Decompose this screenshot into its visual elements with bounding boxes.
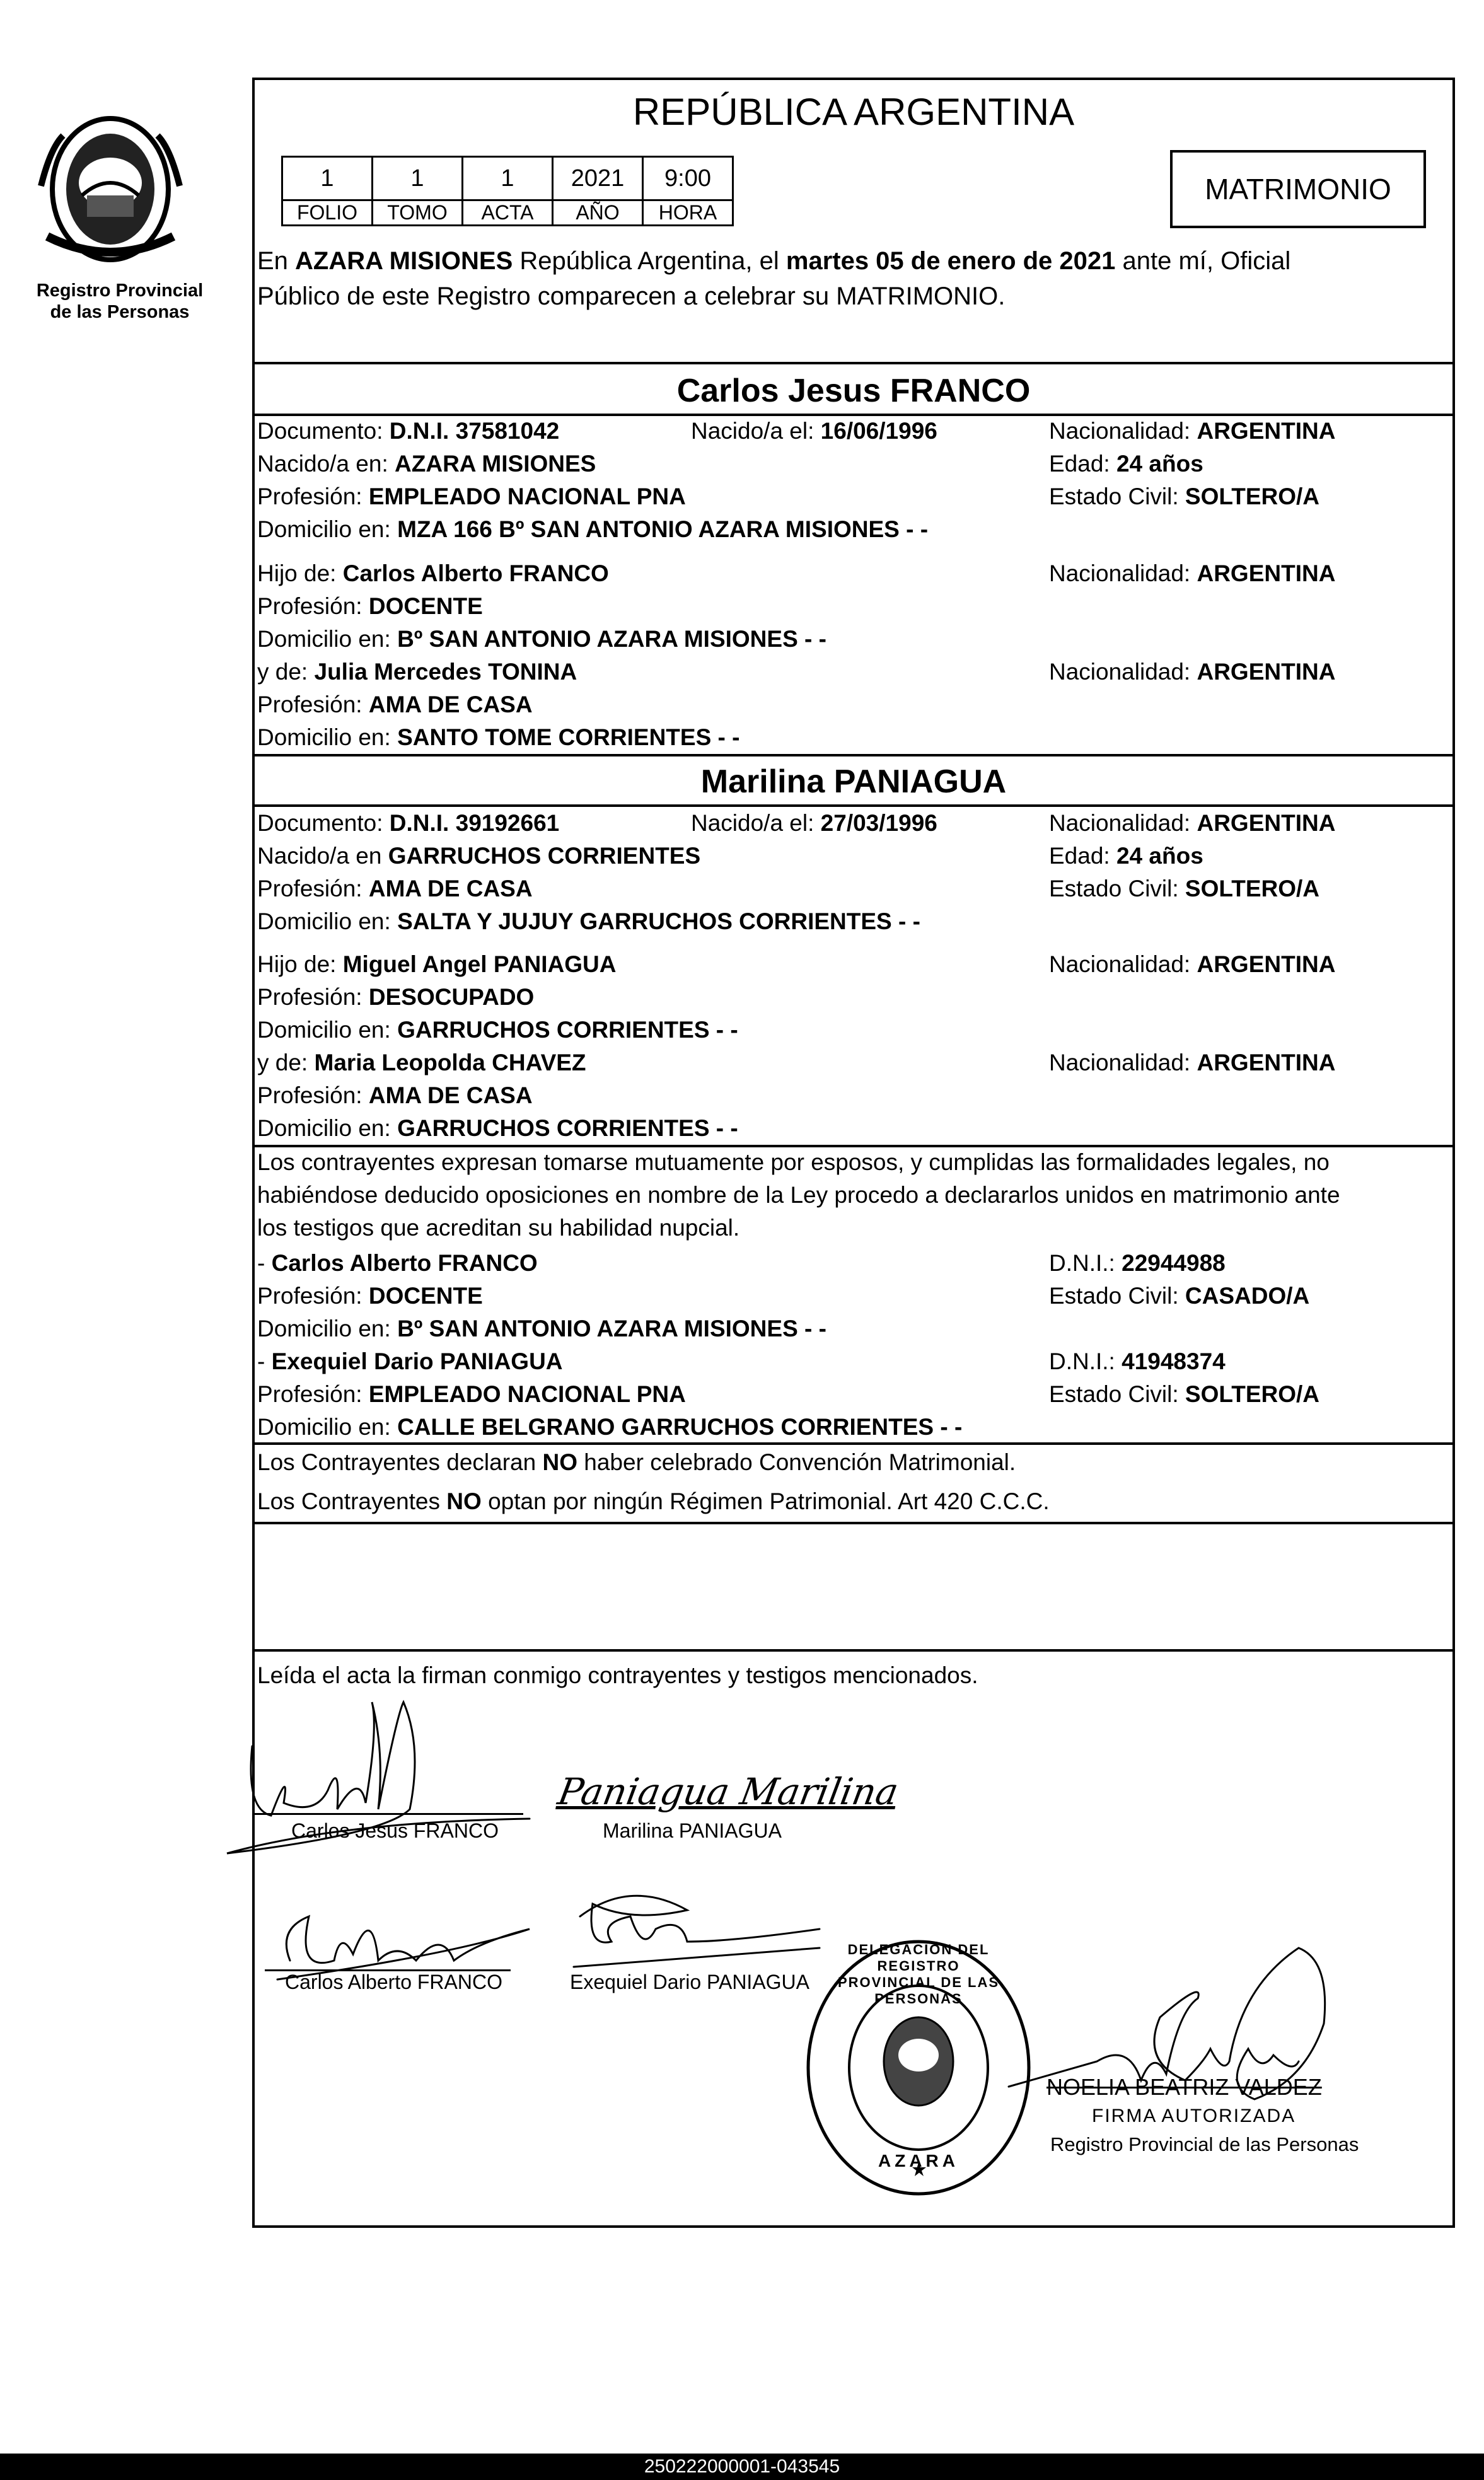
groom-addr xyxy=(257,514,1455,545)
value: Julia Mercedes TONINA xyxy=(314,659,577,685)
value: 24 años xyxy=(1116,843,1203,869)
witness2-signature-label: Exequiel Dario PANIAGUA xyxy=(570,1971,809,1993)
label: y de: xyxy=(257,1050,315,1075)
label: D.N.I.: xyxy=(1049,1250,1122,1276)
groom-mother-nat xyxy=(1049,657,1335,687)
value: D.N.I. 39192661 xyxy=(389,810,560,836)
label: Estado Civil: xyxy=(1049,876,1185,901)
value: Bº SAN ANTONIO AZARA MISIONES - - xyxy=(397,1316,826,1341)
label: Nacionalidad: xyxy=(1049,560,1197,586)
groom-birth xyxy=(691,416,937,446)
value: SOLTERO/A xyxy=(1185,876,1320,901)
official-name: NOELIA BEATRIZ VALDEZ xyxy=(1046,2074,1322,2100)
value: DESOCUPADO xyxy=(368,984,535,1010)
label: Documento: xyxy=(257,810,390,836)
label: Profesión: xyxy=(257,593,369,619)
bride-mother-nat xyxy=(1049,1048,1335,1078)
anio-value: 2021 xyxy=(553,157,643,200)
label: Edad: xyxy=(1049,451,1116,477)
label: Nacido/a el: xyxy=(691,418,821,444)
province-logo xyxy=(38,110,183,268)
bullet: - xyxy=(257,1250,272,1276)
witness-addr xyxy=(257,1314,1455,1344)
value: ARGENTINA xyxy=(1197,810,1336,836)
value: EMPLEADO NACIONAL PNA xyxy=(368,1381,686,1407)
official-role: FIRMA AUTORIZADA xyxy=(1092,2106,1296,2126)
folio-label: FOLIO xyxy=(282,200,373,226)
value: 16/06/1996 xyxy=(820,418,937,444)
value: CASADO/A xyxy=(1185,1283,1310,1309)
label: Nacionalidad: xyxy=(1049,951,1197,977)
declaration-line: los testigos que acreditan su habilidad nupcial. xyxy=(257,1215,740,1241)
bride-mother-prof xyxy=(257,1081,1455,1111)
tomo-label: TOMO xyxy=(373,200,463,226)
label: D.N.I.: xyxy=(1049,1348,1122,1374)
hora-value: 9:00 xyxy=(643,157,733,200)
groom-signature-label: Carlos Jesus FRANCO xyxy=(291,1819,499,1842)
country-title: REPÚBLICA ARGENTINA xyxy=(632,91,1075,133)
divider xyxy=(252,1442,1455,1445)
value: AMA DE CASA xyxy=(368,876,533,901)
intro-place: AZARA MISIONES xyxy=(295,247,513,275)
label: Domicilio en: xyxy=(257,1017,398,1043)
groom-name: Carlos Jesus FRANCO xyxy=(676,373,1031,409)
groom-father-prof xyxy=(257,591,1455,622)
intro-date: martes 05 de enero de 2021 xyxy=(785,247,1116,275)
label: Profesión: xyxy=(257,984,369,1010)
witness-name xyxy=(257,1248,1455,1278)
registry-line1: Registro Provincial xyxy=(36,281,204,301)
value: Carlos Alberto FRANCO xyxy=(342,560,609,586)
bride-civil xyxy=(1049,874,1319,904)
value: SOLTERO/A xyxy=(1185,484,1320,509)
emphasis: NO xyxy=(446,1488,482,1514)
label: y de: xyxy=(257,659,315,685)
regime-line xyxy=(257,1447,1455,1478)
anio-label: AÑO xyxy=(553,200,643,226)
bride-name: Marilina PANIAGUA xyxy=(700,763,1007,800)
signature-line xyxy=(252,1813,523,1815)
text: haber celebrado Convención Matrimonial. xyxy=(577,1449,1016,1475)
stamp-text: DELEGACIÓN DEL REGISTRO PROVINCIAL DE LAS PERSONAS xyxy=(837,1942,1000,2007)
witness-dni xyxy=(1049,1248,1226,1278)
groom-mother-prof xyxy=(257,690,1455,720)
value: Miguel Angel PANIAGUA xyxy=(342,951,617,977)
folio-value: 1 xyxy=(282,157,373,200)
label: Domicilio en: xyxy=(257,1316,398,1341)
label: Profesión: xyxy=(257,692,369,717)
value: Bº SAN ANTONIO AZARA MISIONES - - xyxy=(397,626,826,652)
value: ARGENTINA xyxy=(1197,560,1336,586)
bullet: - xyxy=(257,1348,272,1374)
divider xyxy=(252,754,1455,756)
hora-label: HORA xyxy=(643,200,733,226)
label: Estado Civil: xyxy=(1049,484,1185,509)
value: AZARA MISIONES xyxy=(395,451,596,477)
value: ARGENTINA xyxy=(1197,951,1336,977)
label: Profesión: xyxy=(257,1283,369,1309)
groom-civil xyxy=(1049,482,1319,512)
label: Domicilio en: xyxy=(257,724,398,750)
value: EMPLEADO NACIONAL PNA xyxy=(368,484,686,509)
closing-text: Leída el acta la firman conmigo contrayentes y testigos mencionados. xyxy=(257,1662,978,1688)
witness2-signature xyxy=(555,1879,832,1973)
text: Los Contrayentes declaran xyxy=(257,1449,543,1475)
value: DOCENTE xyxy=(368,1283,483,1309)
bride-nat xyxy=(1049,808,1335,838)
value: 27/03/1996 xyxy=(820,810,937,836)
bride-age xyxy=(1049,841,1203,871)
value: GARRUCHOS CORRIENTES - - xyxy=(397,1017,738,1043)
bride-addr xyxy=(257,907,1455,937)
groom-age xyxy=(1049,449,1203,479)
value: 22944988 xyxy=(1122,1250,1226,1276)
value: CALLE BELGRANO GARRUCHOS CORRIENTES - - xyxy=(397,1414,963,1440)
regime-line xyxy=(257,1486,1455,1517)
bride-born-in xyxy=(257,841,1455,871)
label: Nacionalidad: xyxy=(1049,418,1197,444)
bride-birth xyxy=(691,808,937,838)
act-type-box xyxy=(1170,150,1426,228)
intro-text: En xyxy=(257,247,296,275)
label: Documento: xyxy=(257,418,390,444)
witness-name xyxy=(257,1347,1455,1377)
bride-signature-label: Marilina PANIAGUA xyxy=(603,1819,782,1842)
acta-value: 1 xyxy=(463,157,553,200)
value: Maria Leopolda CHAVEZ xyxy=(314,1050,586,1075)
intro-text: ante mí, Oficial xyxy=(1115,247,1291,275)
label: Nacido/a en xyxy=(257,843,388,869)
registry-stamp xyxy=(802,1935,1035,2200)
label: Profesión: xyxy=(257,1381,369,1407)
act-type: MATRIMONIO xyxy=(1205,173,1391,206)
registry-label xyxy=(13,280,227,323)
bride-father-nat xyxy=(1049,949,1335,980)
emphasis: NO xyxy=(542,1449,577,1475)
value: DOCENTE xyxy=(368,593,483,619)
label: Nacionalidad: xyxy=(1049,659,1197,685)
intro-line2: Público de este Registro comparecen a celebrar su MATRIMONIO. xyxy=(257,282,1006,310)
value: SOLTERO/A xyxy=(1185,1381,1320,1407)
label: Nacido/a en: xyxy=(257,451,395,477)
label: Profesión: xyxy=(257,1082,369,1108)
divider xyxy=(252,1522,1455,1524)
label: Estado Civil: xyxy=(1049,1381,1185,1407)
label: Domicilio en: xyxy=(257,516,398,542)
label: Profesión: xyxy=(257,876,369,901)
text: Los Contrayentes xyxy=(257,1488,447,1514)
bride-father-addr xyxy=(257,1015,1455,1045)
registry-line2: de las Personas xyxy=(50,302,190,322)
groom-father-addr xyxy=(257,624,1455,654)
value: SALTA Y JUJUY GARRUCHOS CORRIENTES - - xyxy=(397,908,920,934)
bride-signature: Paniagua Marilina xyxy=(555,1770,902,1813)
groom-born-in xyxy=(257,449,1455,479)
value: D.N.I. 37581042 xyxy=(389,418,560,444)
groom-mother-addr xyxy=(257,722,1455,753)
label: Domicilio en: xyxy=(257,908,398,934)
label: Domicilio en: xyxy=(257,1115,398,1141)
label: Domicilio en: xyxy=(257,626,398,652)
value: ARGENTINA xyxy=(1197,659,1336,685)
label: Estado Civil: xyxy=(1049,1283,1185,1309)
label: Nacionalidad: xyxy=(1049,1050,1197,1075)
value: Carlos Alberto FRANCO xyxy=(271,1250,538,1276)
value: ARGENTINA xyxy=(1197,1050,1336,1075)
text: optan por ningún Régimen Patrimonial. Art 420 C.C.C. xyxy=(481,1488,1050,1514)
witness-civil xyxy=(1049,1281,1309,1311)
value: GARRUCHOS CORRIENTES xyxy=(388,843,701,869)
divider xyxy=(252,1649,1455,1652)
tomo-value: 1 xyxy=(373,157,463,200)
groom-nat xyxy=(1049,416,1335,446)
label: Domicilio en: xyxy=(257,1414,398,1440)
value: AMA DE CASA xyxy=(368,692,533,717)
witness-civil xyxy=(1049,1379,1319,1410)
label: Nacido/a el: xyxy=(691,810,821,836)
intro-line1 xyxy=(257,246,1455,276)
bride-father-prof xyxy=(257,982,1455,1012)
witness1-signature-label: Carlos Alberto FRANCO xyxy=(285,1971,502,1993)
divider xyxy=(252,804,1455,807)
value: GARRUCHOS CORRIENTES - - xyxy=(397,1115,738,1141)
official-registry: Registro Provincial de las Personas xyxy=(1050,2133,1359,2155)
document-code: 250222000001-043545 xyxy=(0,2454,1484,2480)
divider xyxy=(252,362,1455,364)
value: MZA 166 Bº SAN ANTONIO AZARA MISIONES - - xyxy=(397,516,929,542)
value: ARGENTINA xyxy=(1197,418,1336,444)
label: Edad: xyxy=(1049,843,1116,869)
value: AMA DE CASA xyxy=(368,1082,533,1108)
value: SANTO TOME CORRIENTES - - xyxy=(397,724,740,750)
stamp-place: AZARA xyxy=(878,2151,959,2170)
declaration-line: habiéndose deducido oposiciones en nombre de la Ley procedo a declararlos unidos en matrimonio ante xyxy=(257,1182,1340,1208)
value: 41948374 xyxy=(1122,1348,1226,1374)
acta-label: ACTA xyxy=(463,200,553,226)
groom-father-nat xyxy=(1049,559,1335,589)
value: 24 años xyxy=(1116,451,1203,477)
witness-addr xyxy=(257,1412,1455,1442)
label: Hijo de: xyxy=(257,560,343,586)
declaration-line: Los contrayentes expresan tomarse mutuamente por esposos, y cumplidas las formalidades legales, no xyxy=(257,1149,1330,1175)
record-number-table xyxy=(281,156,734,226)
label: Hijo de: xyxy=(257,951,343,977)
value: Exequiel Dario PANIAGUA xyxy=(271,1348,563,1374)
label: Nacionalidad: xyxy=(1049,810,1197,836)
label: Profesión: xyxy=(257,484,369,509)
bride-mother-addr xyxy=(257,1113,1455,1144)
intro-text: República Argentina, el xyxy=(513,247,786,275)
witness-dni xyxy=(1049,1347,1226,1377)
